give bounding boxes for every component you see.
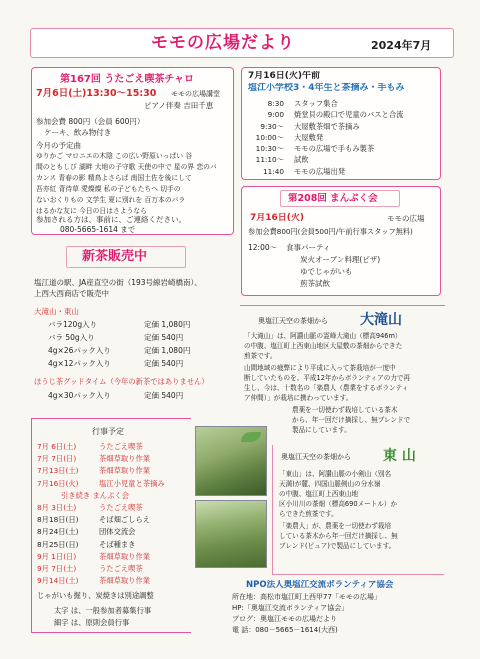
manpuku-time: 12:00～ <box>248 243 278 252</box>
schedule-event: 茶畑草取り作業 <box>99 466 151 476</box>
schedule-date: 8月18日(日) <box>37 515 79 525</box>
timetable-time: 10:30～ <box>255 144 284 154</box>
manpuku-date: 7月16日(火) <box>250 213 305 223</box>
schedule-row <box>37 490 191 502</box>
cafe-contact: 参加される方は、事前に、ご連絡ください。 <box>36 215 186 224</box>
schedule-row <box>37 575 191 587</box>
manpuku-venue: モモの広場 <box>387 214 425 223</box>
higashiyama-body <box>279 469 445 551</box>
product-name: 4g×26パック入り <box>48 346 111 355</box>
schedule-event: 茶畑草取り作業 <box>99 454 151 464</box>
timetable-time: 11:10～ <box>255 155 284 165</box>
schedule-list <box>37 441 191 587</box>
higashiyama-text: の中腹、塩江町上西東山地 <box>279 490 359 498</box>
schedule-legend-normal: 細字 は、原則会員行事 <box>54 618 130 627</box>
timetable-row <box>248 121 438 132</box>
npo-info-section <box>196 578 446 640</box>
timetable-time: 8:30 <box>267 99 284 108</box>
timetable-text: 大屋敷発 <box>294 132 324 142</box>
higashiyama-section <box>272 445 444 575</box>
tea-field-photo-1 <box>195 426 267 496</box>
npo-title: NPO法人奥塩江交流ボランティア協会 <box>246 580 394 590</box>
otakiyama-text: 山間地域の疲弊により平成に入って茶栽培が一度中 <box>244 364 396 372</box>
higashiyama-text: 天満)が麓、四国山脈剣山の分水嶺 <box>279 480 381 488</box>
higashiyama-title: 東 山 <box>383 448 416 464</box>
schedule-event: 茶畑草取り作業 <box>99 576 151 586</box>
manpuku-fee: 参加会費800円(会員500円/午前行事スタッフ無料) <box>248 227 413 236</box>
higashiyama-text: ブレンド(ピュア)で製品にしています。 <box>279 542 396 550</box>
timetable-row <box>248 143 438 154</box>
timetable-text: 焼堂貝の殿口で児童のバスと合流 <box>294 110 404 120</box>
timetable-row <box>248 154 438 165</box>
manpuku-party: 食事パーティ <box>286 243 331 252</box>
otakiyama-text: の中腹、塩江町上西東山地区大屋敷の茶畑からできた <box>244 342 403 350</box>
schedule-event: 塩江小児童と茶摘み <box>99 478 165 488</box>
school-event-title: 塩江小学校3・4年生と茶摘み・手もみ <box>248 83 405 93</box>
manpuku-menu-item: ゆでじゃがいも <box>300 267 353 276</box>
otakiyama-text: ア仲間）」が栽培に携わっています。 <box>244 394 353 402</box>
program-line: カンス 青春の影 精鳥よさらば 南国土佐を後にして <box>36 174 192 182</box>
schedule-date: 9月14日(土) <box>37 576 79 586</box>
schedule-row <box>37 526 191 538</box>
cafe-phone: 080-5665-1614 まで <box>60 225 136 234</box>
program-song-list <box>36 151 232 217</box>
otakiyama-body-2 <box>292 405 444 435</box>
higashiyama-text: らできた煎茶です。 <box>279 510 338 518</box>
tea-field-photo-2 <box>195 500 267 568</box>
schedule-row <box>37 563 191 575</box>
npo-blog: ブログ：奥塩江モモの広場だより <box>232 615 337 623</box>
timetable-text: モモの広場出発 <box>294 166 346 176</box>
timetable-time: 11:40 <box>262 166 284 176</box>
school-tea-event-section <box>241 67 441 180</box>
product-price: 定価 540円 <box>144 359 184 368</box>
product-name: バラ120g入り <box>48 320 98 329</box>
timetable-row <box>248 98 438 109</box>
header <box>30 28 454 58</box>
otakiyama-text: 製品にしています。 <box>292 426 351 434</box>
schedule-row <box>37 539 191 551</box>
tea-sale-section <box>32 246 232 408</box>
program-label: 今月の予定曲 <box>36 141 81 150</box>
product-name: 4g×12パック入り <box>48 359 111 368</box>
program-line: ゆりかご マロニエの木陰 この広い野原いっぱい 谷 <box>36 152 193 160</box>
schedule-row <box>37 441 191 453</box>
tea-sale-title: 新茶販売中 <box>82 249 148 264</box>
schedule-date: 7月13日(土) <box>37 466 79 476</box>
schedule-date: 7月 6日(土) <box>37 442 77 451</box>
schedule-event: そば種まき <box>99 539 136 549</box>
cafe-fee: 参加会費 800円（会員 600円） <box>36 117 145 126</box>
school-event-date: 7月16日(火)午前 <box>248 71 321 81</box>
schedule-date: 8月25日(日) <box>37 539 79 549</box>
product-price: 定価 1,080円 <box>144 346 191 355</box>
schedule-event: うたごえ喫茶 <box>99 564 143 574</box>
singing-cafe-section <box>31 67 234 235</box>
cafe-snack: ケーキ、飲み物付き <box>44 128 112 137</box>
newsletter-title: モモの広場だより <box>151 33 295 53</box>
schedule-event: 茶畑草取り作業 <box>99 551 151 561</box>
divider <box>240 305 445 306</box>
tea-sale-desc: 塩江道の駅、JA産直空の街（193号線岩崎橋南）、 <box>34 278 202 287</box>
schedule-date: 7月 7日(日) <box>37 454 77 464</box>
otakiyama-text: 断していたものを、平成12年からボランティアの力で再 <box>244 374 411 382</box>
cafe-pianist: ピアノ伴奏 吉田千恵 <box>144 101 214 110</box>
tea-sale-desc: 上西大西商店で販売中 <box>34 289 109 298</box>
otakiyama-label: 奥塩江天空の茶畑から <box>258 317 328 325</box>
schedule-event: 引き続き まんぷく会 <box>61 490 129 500</box>
product-price: 定価 1,080円 <box>144 320 191 329</box>
timetable-time: 9:00 <box>267 110 284 120</box>
schedule-row <box>37 514 191 526</box>
otakiyama-title: 大滝山 <box>360 312 402 328</box>
leaf-icon <box>241 432 261 442</box>
schedule-row <box>37 453 191 465</box>
product-group-title: ほうじ茶グッドタイム（今年の新茶ではありません） <box>34 377 209 386</box>
schedule-event: そば畑ごしらえ <box>99 515 151 525</box>
schedule-row <box>37 465 191 477</box>
program-line: はるかな友に 今日の日はさようなら <box>36 207 147 215</box>
program-line: 間のともしび 湖畔 大地の子守歌 天使の中で 星の界 恋のバ <box>36 163 217 171</box>
timetable-time: 9:30～ <box>260 121 284 131</box>
schedule-title: 行事予定 <box>92 427 124 436</box>
issue-date: 2024年7月 <box>371 39 432 52</box>
schedule-event: うたごえ喫茶 <box>99 442 143 451</box>
timetable-text: モモの広場で手もみ製茶 <box>294 144 375 154</box>
manpuku-section <box>241 186 441 296</box>
manpuku-menu-item: 炭火オーブン料理(ピザ) <box>300 255 381 264</box>
otakiyama-text: から、年一回だけ摘採し、無ブレンドで <box>292 416 411 424</box>
manpuku-menu-item: 煎茶試飲 <box>300 279 330 288</box>
product-name: バラ 50g入り <box>48 333 95 342</box>
schedule-legend-bold: 太字 は、一般参加者募集行事 <box>54 606 152 615</box>
higashiyama-text: 「楽農人」が、農薬を一切使わず栽培 <box>279 522 392 530</box>
schedule-event: 団体交流会 <box>99 527 136 537</box>
product-name: 4g×30パック入り <box>48 391 111 400</box>
cafe-datetime: 7月6日(土)13:30～15:30 <box>36 88 157 99</box>
timetable-text: 大屋敷茶畑で茶摘み <box>294 121 360 131</box>
program-line: 吾亦紅 背待草 愛燦燦 私の子どもたちへ 切手の <box>36 185 181 193</box>
npo-address: 所在地：高松市塩江町上西甲77「モモの広場」 <box>232 593 381 601</box>
otakiyama-text: 「大滝山」は、阿讃山脈の霊峰大滝山（標高946m） <box>244 332 402 340</box>
schedule-date: 8月 3日(土) <box>37 503 77 513</box>
otakiyama-text: 煎茶です。 <box>244 352 277 360</box>
npo-hp: HP:「奥塩江交流ボランティア協会」 <box>232 604 349 612</box>
manpuku-title: 第208回 まんぷく会 <box>288 193 378 204</box>
timetable-row <box>248 166 438 177</box>
timetable-row <box>248 109 438 120</box>
timetable-text: スタッフ集合 <box>294 99 338 108</box>
event-schedule-section <box>31 418 191 633</box>
product-price: 定価 540円 <box>144 333 184 342</box>
timetable-row <box>248 132 438 143</box>
product-price: 定価 540円 <box>144 391 184 400</box>
program-line: ないおくりもの 文学生 夏に別れを 百万本のバラ <box>36 196 186 204</box>
schedule-event: うたごえ喫茶 <box>99 503 143 513</box>
higashiyama-text: 区小川川の茶畑（標高690メートル）か <box>279 500 398 508</box>
schedule-row <box>37 502 191 514</box>
higashiyama-text: 「東山」は、阿讃山脈の小剣山（別名 <box>279 470 392 478</box>
otakiyama-text: 生し、今は、十数名の「楽農人（農業をするボランティ <box>244 384 409 392</box>
school-timetable <box>248 98 438 177</box>
schedule-row <box>37 478 191 490</box>
schedule-date: 7月16日(火) <box>37 478 79 488</box>
otakiyama-section <box>240 305 445 440</box>
cafe-venue: モモの広場講堂 <box>171 90 220 98</box>
schedule-date: 8月24日(土) <box>37 527 79 537</box>
otakiyama-body <box>244 331 444 403</box>
schedule-row <box>37 551 191 563</box>
timetable-text: 試飲 <box>294 155 309 165</box>
cafe-title: 第167回 うたごえ喫茶チャロ <box>60 74 195 85</box>
timetable-time: 10:00～ <box>255 132 284 142</box>
higashiyama-label: 奥塩江天空の茶畑から <box>281 453 351 461</box>
schedule-note: じゃがいも掘り、炭焼きは別途調整 <box>37 591 154 600</box>
otakiyama-text: 農薬を一切使わず栽培している茶木 <box>292 406 398 414</box>
product-group-title: 大滝山・東山 <box>34 307 79 316</box>
npo-contact-lines <box>232 592 444 636</box>
higashiyama-text: している茶木から年一回だけ摘採し、無 <box>279 532 398 540</box>
schedule-date: 9月 7日(土) <box>37 564 77 574</box>
schedule-date: 9月 1日(日) <box>37 551 77 561</box>
npo-phone: 電 話：080－5665－1614(大西) <box>232 626 338 634</box>
